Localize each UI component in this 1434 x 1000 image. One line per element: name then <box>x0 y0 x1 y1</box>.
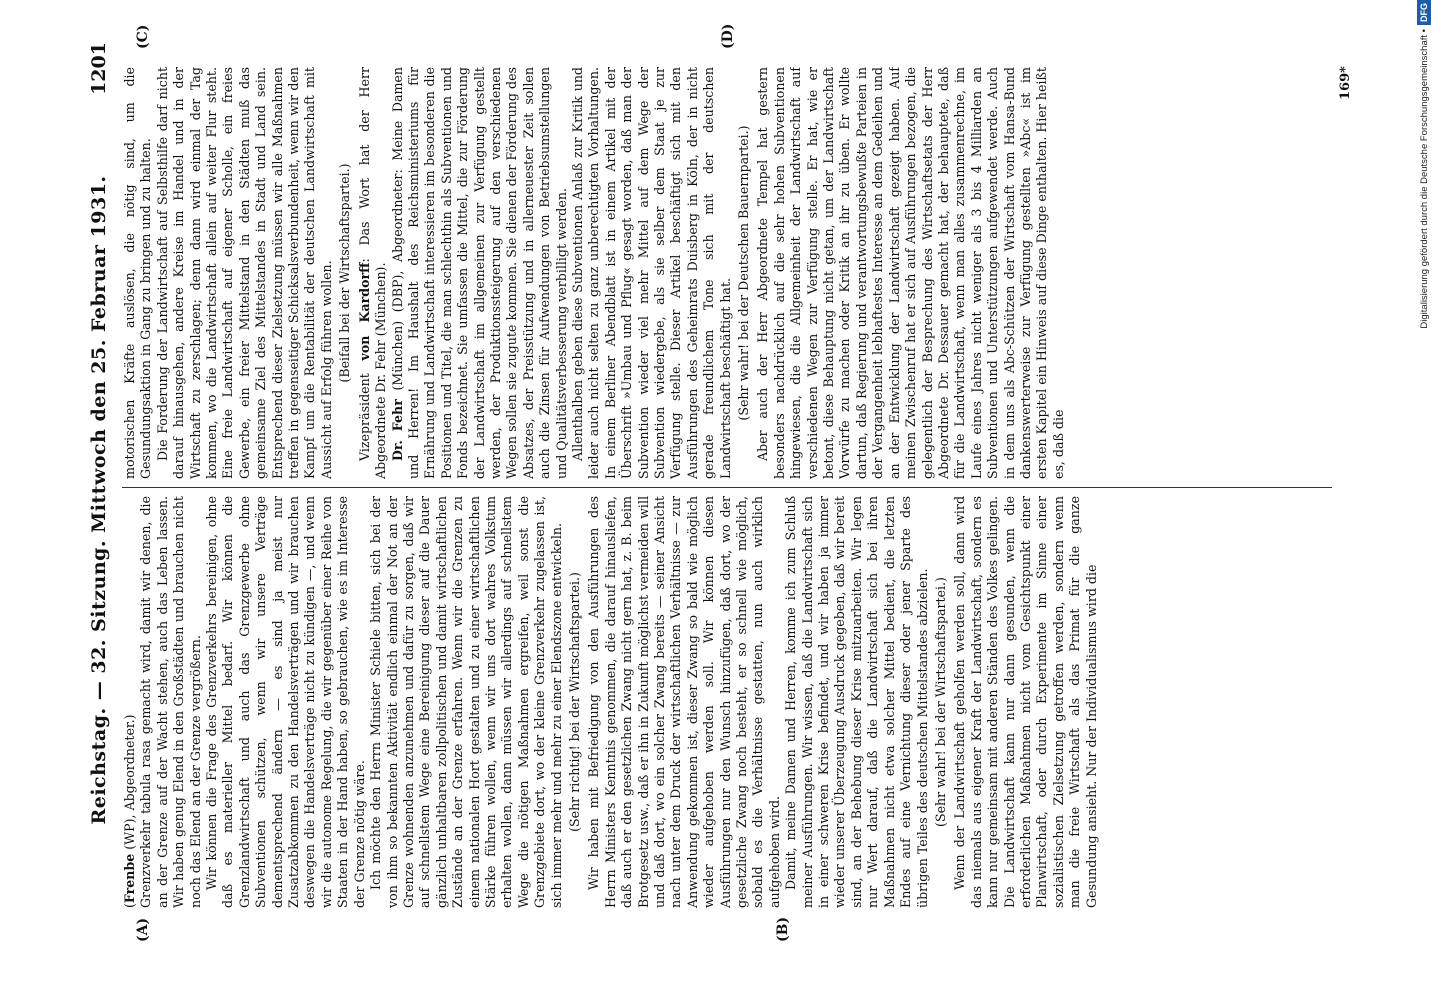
margin-marker-d: (D) <box>720 23 736 49</box>
paragraph: Wir können die Frage des Grenzverkehrs bereinigen, ohne daß es materieller Mittel bedarf. Wir können die Grenzlandwirtschaft und auch das Grenzgewerbe ohne Subventionen schützen, wenn wir unsere Verträge dementsprechend ändern — es sind ja meist nur Zusatzabkommen zu den Handelsverträgen und wir brauchen deswegen die Handelsverträge nicht zu kündigen —, und wenn wir die autonome Regelung, die wir gegenüber einer Reihe von Staaten in der Hand haben, so gebrauchen, wie es im Interesse der Grenze nötig wäre. <box>204 496 367 908</box>
paragraph <box>390 67 570 479</box>
credit-label: Digitalisierung gefördert durch die Deutsche Forschungsgemeinschaft • <box>1419 29 1430 329</box>
speaker-name: Dr. Fehr <box>389 399 405 461</box>
dfg-logo: DFG <box>1417 0 1431 25</box>
page-number: 1201 <box>88 42 110 95</box>
right-column <box>122 67 1342 479</box>
speaker-name: Frenbe <box>122 853 137 904</box>
margin-marker-b: (B) <box>775 916 791 942</box>
interjection-note: (Beifall bei der Wirtschaftspartei.) <box>337 163 353 383</box>
vp-name: von Kardorff <box>356 262 372 361</box>
paragraph: motorischen Kräfte auslösen, die nötig sind, um die Gesundungsaktion in Gang zu bringen und zu halten. <box>122 67 154 479</box>
vp-rest: : Das Wort hat der Herr Abgeordnete Dr. Fehr (München). <box>356 67 389 479</box>
margin-marker-a: (A) <box>135 917 151 942</box>
paragraph: Wenn der Landwirtschaft geholfen werden soll, dann wird das niemals aus eigener Kraft der Landwirtschaft, sondern es kann nur gemeinsam mit anderen Ständen des Volkes gelingen. Die Landwirtschaft kann nur dann gesunden, wenn die erforderlichen Maßnahmen nicht vom Gesichtspunkt einer Planwirtschaft, oder durch Experimente im Sinne einer sozialistischen Zielsetzung getroffen werden, sondern wenn man die freie Wirtschaft als das Primat für die ganze Gesundung ansieht. Nur der Individualismus wird die <box>952 496 1099 908</box>
paragraph: Damit, meine Damen und Herren, komme ich zum Schluß meiner Ausführungen. Wir wissen, daß die Landwirtschaft sich in einer schweren Krise befindet, und wir haben ja immer wieder unserer Überzeugung Ausdruck gegeben, daß wir bereit sind, an der Behebung dieser Krise mitzuarbeiten. Wir legen nur Wert darauf, daß die Landwirtschaft sich bei ihren Maßnahmen nicht etwa solcher Mittel bedient, die letzten Endes auf eine Vernichtung dieser oder jener Sparte des übrigen Teiles des deutschen Mittelstandes abzielen. <box>783 496 930 908</box>
vice-president-line <box>357 67 390 479</box>
interjection-note: (Sehr wahr! bei der Wirtschaftspartei.) <box>932 577 948 827</box>
credit-text <box>1416 0 1434 1000</box>
vp-prefix: Vizepräsident <box>356 360 372 461</box>
paragraph: Ich möchte den Herrn Minister Schiele bitten, sich bei der von ihm so bekannten Aktivität endlich einmal der Not an der Grenze wohnenden anzunehmen und dafür zu sorgen, daß wir auf schnellstem Wege eine Bereinigung dieser auf die Dauer gänzlich unhaltbaren zollpolitischen und damit wirtschaftlichen Zustände an der Grenze erfahren. Wenn wir die Grenzen zu einem nationalen Hort gestalten und zu einer wirtschaftlichen Stärke führen wollen, wenn wir uns dort wahres Volkstum erhalten wollen, dann müssen wir allerdings auf schnellstem Wege die nötigen Maßnahmen ergreifen, weil sonst die Grenzgebiete dort, wo der kleine Grenzverkehr zugelassen ist, sich immer mehr und mehr zu einer Elendszone entwickeln. <box>368 496 564 908</box>
speaker-speech: (München) (DBP), Abgeordneter: Meine Damen und Herren! Im Haushalt des Reichsministeriums für Ernährung und Landwirtschaft interessieren im besonderen die Positionen und Titel, die man schlechthin als Subventionen und Fonds bezeichnet. Sie umfassen die Mittel, die zur Förderung der Landwirtschaft im allgemeinen zur Verfügung gestellt werden, der Produktionssteigerung auf den verschiedenen Wegen sollen sie zugute kommen. Sie dienen der Förderung des Absatzes, der Preisstützung und in allerneuester Zeit sollen auch die Zinsen für Aufwendungen von Betriebsumstellungen und Qualitätsverbesserung verbilligt werden. <box>389 67 569 479</box>
paragraph: Allenthalben geben diese Subventionen Anlaß zur Kritik und leider auch nicht selten zu ganz unberechtigten Vorhaltungen. In einem Berliner Abendblatt ist in einem Artikel mit der Überschrift »Umbau und Pflug« gesagt worden, daß man der Subvention wieder viel mehr Mittel auf dem Wege der Subvention wiedergebe, als sie selber dem Staat je zur Verfügung stelle. Dieser Artikel beschäftigt sich mit den Ausführungen des Geheimrats Duisberg in Köln, der in nicht gerade freundlichem Tone sich mit der deutschen Landwirtschaft beschäftigt hat. <box>569 67 733 479</box>
interjection-note: (Sehr wahr! bei der Deutschen Bauernpartei.) <box>736 125 752 421</box>
signature-mark: 169* <box>1338 66 1353 100</box>
margin-marker-c: (C) <box>135 24 151 49</box>
paragraph: Grenzverkehr tabula rasa gemacht wird, damit wir denen, die an der Grenze auf der Wacht stehen, auch das Leben lassen. Wir haben genug Elend in den Großstädten und brauchen nicht noch das Elend an der Grenze vergrößern. <box>138 496 203 908</box>
page-header-title: Reichstag. — 32. Sitzung. Mittwoch den 25. Februar 1931. <box>88 175 110 825</box>
left-column <box>122 496 1342 908</box>
interjection-note: (Sehr richtig! bei der Wirtschaftspartei.) <box>566 572 582 832</box>
paragraph: Aber auch der Herr Abgeordnete Tempel hat gestern besonders nachdrücklich auf die sehr hohen Subventionen hingewiesen, die die Allgemeinheit der Landwirtschaft auf verschiedenen Wegen zur Verfügung stelle. Er hat, wie er betont, diese Behauptung nicht getan, um der Landwirtschaft Vorwürfe zu machen oder Kritik an ihr zu üben. Er wollte dartun, daß Regierung und verantwortungsbewußte Parteien in der Vergangenheit lebhaftestes Interesse an dem Gedeihen und an der Entwicklung der Landwirtschaft gezeigt haben. Auf meinen Zwischenruf hat er sich auf Ausführungen bezogen, die gelegentlich der Besprechung des Wirtschaftsetats der Herr Abgeordnete Dr. Dessauer gemacht hat, der behauptete, daß für die Landwirtschaft, wenn man alles zusammenrechne, im Laufe eines Jahres nicht weniger als 3 bis 4 Milliarden an Subventionen und Unterstützungen aufgewendet werde. Auch in dem uns als Abc-Schützen der Wirtschaft vom Hansa-Bund dankenswerterweise zur Verfügung gestellten »Abc« ist im ersten Kapitel ein Hinweis auf diese Dinge enthalten. Hier heißt es, daß die <box>755 67 1066 479</box>
speaker-line: (Frenbe (WP), Abgeordneter.) <box>122 714 137 908</box>
digitization-credit <box>1416 0 1434 1000</box>
paragraph: Die Forderung der Landwirtschaft auf Selbsthilfe darf nicht darauf hinausgehen, andere Kreise im Handel und in der Wirtschaft zu zerschlagen; denn dann wird einmal der Tag kommen, wo die Landwirtschaft allein auf weiter Flur steht. Eine freie Landwirtschaft auf eigener Scholle, ein freies Gewerbe, ein freier Mittelstand in den Städten muß das gemeinsame Ziel des Mittelstandes in Stadt und Land sein. Entsprechend dieser Zielsetzung müssen wir alle Maßnahmen treffen in gegenseitiger Schicksalsverbundenheit, wenn wir den Kampf um die Rentabilität der deutschen Landwirtschaft mit Aussicht auf Erfolg führen wollen. <box>154 67 334 479</box>
speaker-role: (WP), Abgeordneter.) <box>122 714 137 854</box>
page-header <box>80 0 120 1000</box>
paragraph: Wir haben mit Befriedigung von den Ausführungen des Herrn Ministers Kenntnis genommen, die darauf hinausliefen, daß auch er den gesetzlichen Zwang nicht gern hat, z. B. beim Brotgesetz usw., daß er ihn in Zukunft möglichst vermeiden will und daß dort, wo ein solcher Zwang bereits — seiner Ansicht nach unter dem Druck der wirtschaftlichen Verhältnisse — zur Anwendung gekommen ist, dieser Zwang so bald wie möglich wieder aufgehoben werden soll. Wir können diesen Ausführungen nur den Wunsch hinzufügen, daß dort, wo der gesetzliche Zwang noch besteht, er so schnell wie möglich, sobald es die Verhältnisse gestatten, nun auch wirklich aufgehoben wird. <box>586 496 782 908</box>
column-divider <box>122 487 1332 488</box>
